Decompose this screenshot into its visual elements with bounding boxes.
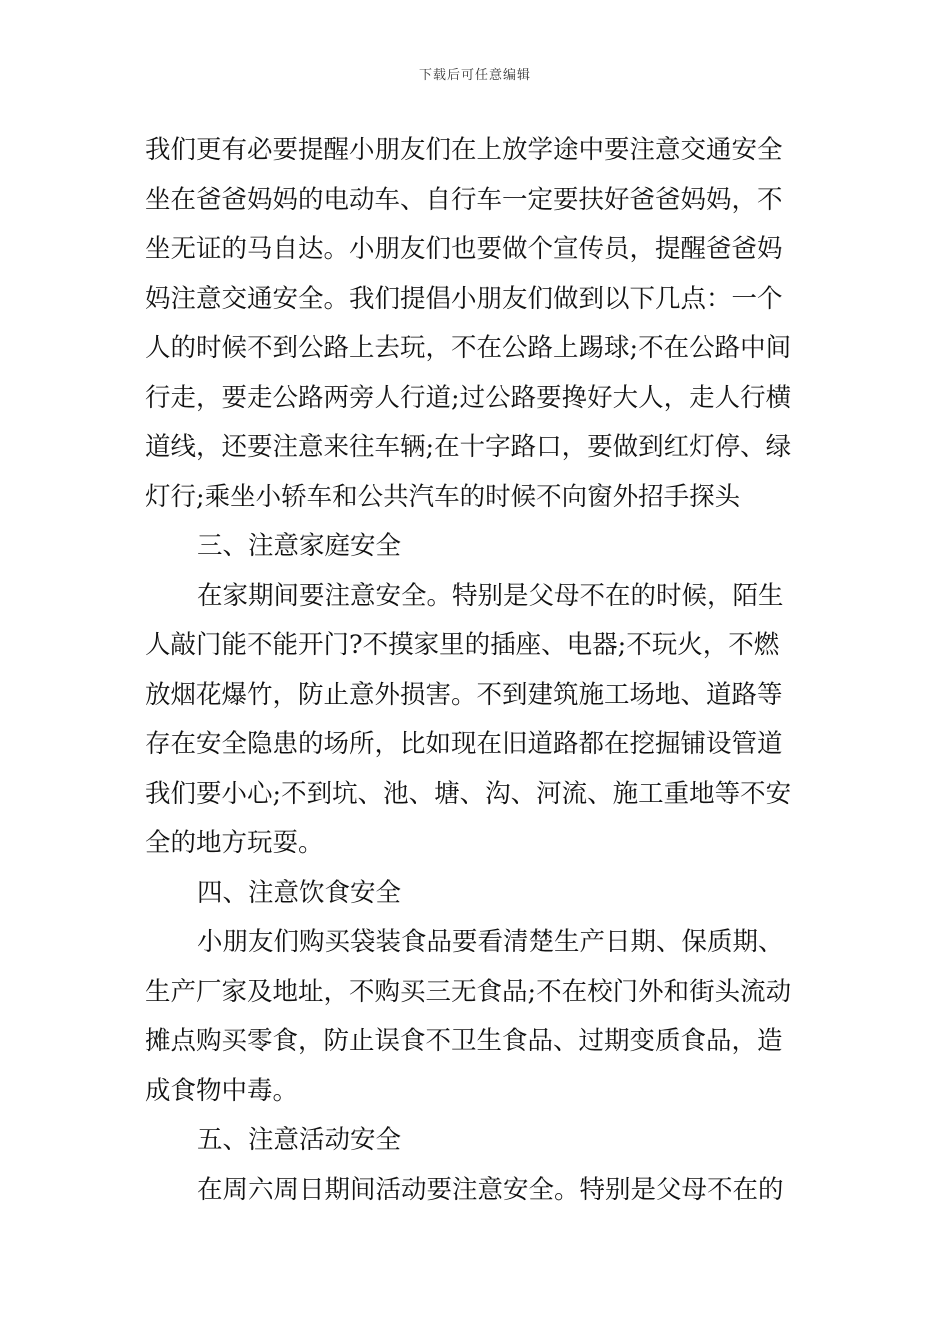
text-line: 生产厂家及地址，不购买三无食品;不在校门外和街头流动 bbox=[145, 976, 792, 1007]
text-line: 摊点购买零食，防止误食不卫生食品、过期变质食品，造 bbox=[145, 1026, 783, 1056]
section-heading: 三、注意家庭安全 bbox=[197, 531, 402, 561]
text-line: 在家期间要注意安全。特别是父母不在的时候，陌生 bbox=[197, 580, 784, 611]
text-line: 道线，还要注意来往车辆;在十字路口，要做到红灯停、绿 bbox=[145, 432, 792, 462]
text-line: 人敲门能不能开门?不摸家里的插座、电器;不玩火，不燃 bbox=[145, 630, 780, 660]
text-line: 存在安全隐患的场所，比如现在旧道路都在挖掘铺设管道 bbox=[145, 729, 783, 759]
text-line: 成食物中毒。 bbox=[145, 1075, 299, 1106]
text-line: 人的时候不到公路上去玩，不在公路上踢球;不在公路中间 bbox=[145, 333, 792, 363]
page-header: 下载后可任意编辑 bbox=[418, 68, 531, 83]
section-heading: 五、注意活动安全 bbox=[197, 1125, 402, 1155]
document-body bbox=[145, 126, 810, 1215]
text-line: 放烟花爆竹，防止意外损害。不到建筑施工场地、道路等 bbox=[145, 679, 783, 710]
text-line: 在周六周日期间活动要注意安全。特别是父母不在的 bbox=[197, 1174, 784, 1205]
text-line: 全的地方玩耍。 bbox=[145, 828, 324, 858]
text-line: 灯行;乘坐小轿车和公共汽车的时候不向窗外招手探头 bbox=[145, 481, 741, 512]
text-line: 坐无证的马自达。小朋友们也要做个宣传员，提醒爸爸妈 bbox=[145, 234, 783, 264]
section-heading: 四、注意饮食安全 bbox=[197, 877, 402, 908]
text-line: 我们更有必要提醒小朋友们在上放学途中要注意交通安全 bbox=[145, 135, 783, 165]
text-line: 小朋友们购买袋装食品要看清楚生产日期、保质期、 bbox=[197, 927, 784, 957]
text-line: 妈注意交通安全。我们提倡小朋友们做到以下几点：一个 bbox=[145, 283, 783, 314]
text-line: 行走，要走公路两旁人行道;过公路要搀好大人，走人行横 bbox=[145, 382, 792, 413]
text-line: 坐在爸爸妈妈的电动车、自行车一定要扶好爸爸妈妈，不 bbox=[145, 184, 783, 215]
text-line: 我们要小心;不到坑、池、塘、沟、河流、施工重地等不安 bbox=[145, 778, 792, 809]
